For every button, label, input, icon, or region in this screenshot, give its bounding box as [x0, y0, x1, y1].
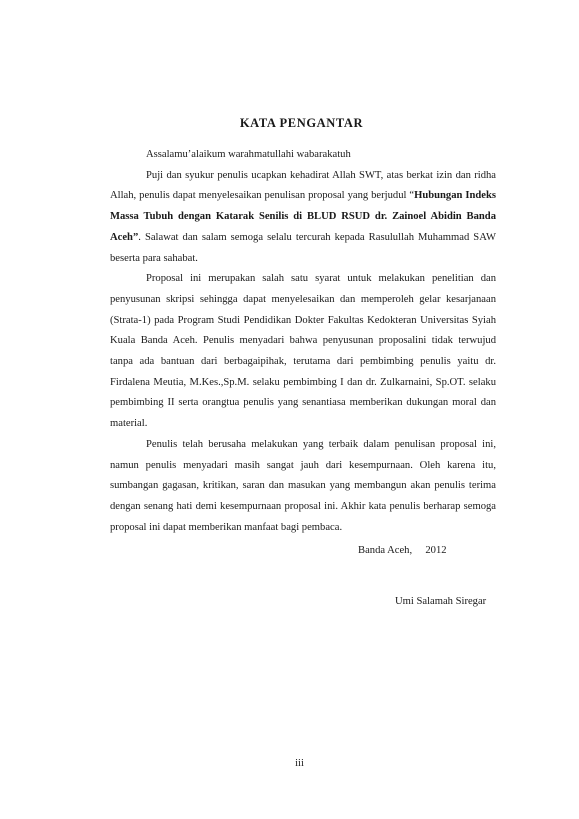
body-text: [110, 145, 496, 538]
paragraph-3: Penulis telah berusaha melakukan yang terbaik dalam penulisan proposal ini, namun penulis menyadari masih sangat jauh dari kesempurnaan. Oleh karena itu, sumbangan gagasan, kritikan, saran dan masukan yang membangun akan penulis terima dengan senang hati demi kesempurnaan proposal ini. Akhir kata penulis berharap semoga proposal ini dapat memberikan manfaat bagi pembaca.: [110, 438, 496, 533]
paragraph-2: Proposal ini merupakan salah satu syarat untuk melakukan penelitian dan penyusunan skripsi sehingga dapat menyelesaikan dan memperoleh gelar kesarjanaan (Strata-1) pada Program Studi Pendidikan Dokter Fakultas Kedokteran Universitas Syiah Kuala Banda Aceh. Penulis menyadari bahwa penyusunan proposalini tidak terwujud tanpa ada bantuan dari berbagaipihak, terutama dari pembimbing penulis yaitu dr. Firdalena Meutia, M.Kes.,Sp.M. selaku pembimbing I dan dr. Zulkarnaini, Sp.OT. selaku pembimbing II serta orangtua penulis yang senantiasa memberikan dukungan moral dan material.: [110, 273, 496, 430]
page-number: iii: [295, 758, 304, 769]
greeting-line: Assalamu’alaikum warahmatullahi wabarakatuh: [146, 149, 351, 160]
place-date: Banda Aceh, 2012: [358, 545, 447, 556]
paragraph-1-closing: . Salawat dan salam semoga selalu tercurah kepada Rasulullah Muhammad SAW beserta para sahabat.: [110, 231, 496, 264]
paragraph-1: [110, 166, 496, 270]
author-name: Umi Salamah Siregar: [395, 596, 487, 607]
proposal-title: Hubungan Indeks Massa Tubuh dengan Katarak Senilis di BLUD RSUD dr. Zainoel Abidin Banda Aceh”: [110, 190, 496, 243]
paragraph-1-intro: Puji dan syukur penulis ucapkan kehadirat Allah SWT, atas berkat izin dan ridha Allah, penulis dapat menyelesaikan penulisan proposal yang berjudul “: [110, 169, 496, 202]
page-title: KATA PENGANTAR: [239, 116, 364, 130]
